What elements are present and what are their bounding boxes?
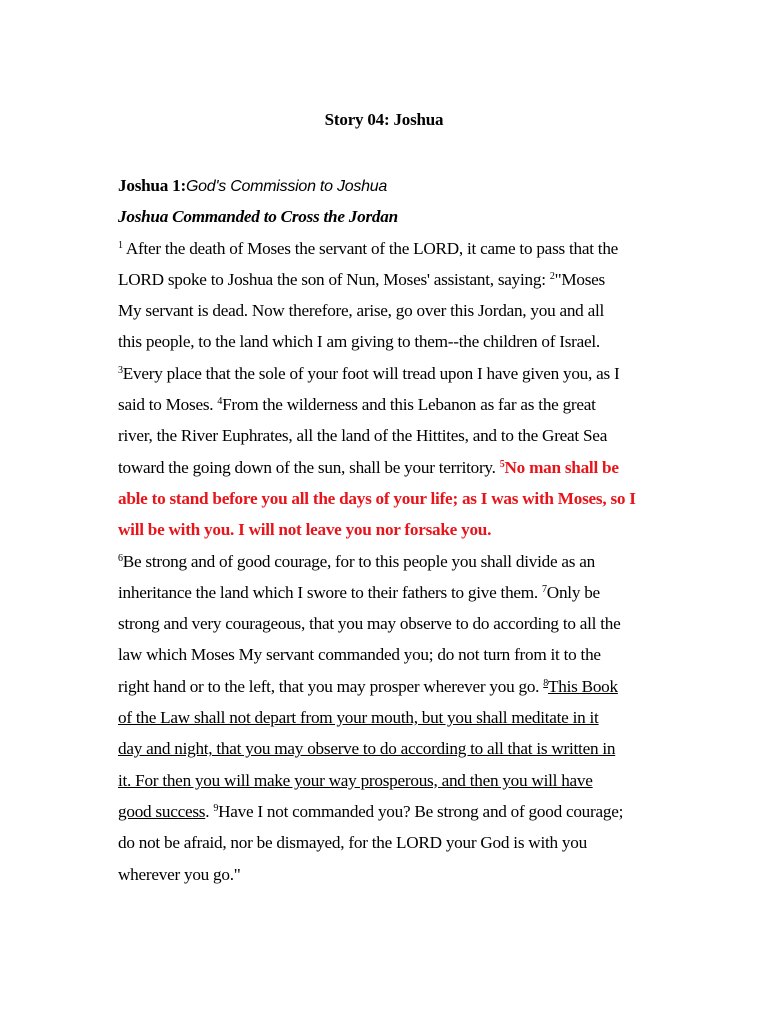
text-line: river, the River Euphrates, all the land of the Hittites, and to the Great Sea <box>118 426 608 446</box>
verse-number: 2 <box>549 270 555 282</box>
underlined-verse-line: day and night, that you may observe to do according to all that is written in <box>118 739 616 759</box>
highlighted-verse-text: No man shall be <box>504 457 619 477</box>
page-title: Story 04: Joshua <box>324 110 444 129</box>
chapter-subtitle: God's Commission to Joshua <box>185 178 388 195</box>
verse-text: inheritance the land which I swore to their fathers to give them. <box>118 582 543 602</box>
text-line: strong and very courageous, that you may observe to do according to all the <box>118 614 621 634</box>
chapter-reference-line <box>118 170 663 201</box>
underlined-verse-text: good success <box>118 801 206 821</box>
highlighted-verse-line: will be with you. I will not leave you nor forsake you. <box>118 520 492 540</box>
verse-text: Every place that the sole of your foot will tread upon I have given you, as I <box>122 363 620 383</box>
text-line <box>118 233 663 264</box>
chapter-reference: Joshua 1: <box>118 176 186 195</box>
text-line <box>118 671 663 702</box>
verse-number: 9 <box>213 802 219 814</box>
underlined-verse-line: of the Law shall not depart from your mouth, but you shall meditate in it <box>118 708 599 728</box>
text-line <box>118 264 663 295</box>
verse-text: toward the going down of the sun, shall be your territory. <box>118 457 500 477</box>
verse-text: Have I not commanded you? Be strong and of good courage; <box>218 801 624 821</box>
text-line: law which Moses My servant commanded you; do not turn from it to the <box>118 645 601 665</box>
verse-number: 5 <box>499 458 505 470</box>
text-line <box>118 452 663 483</box>
text-line <box>118 358 663 389</box>
underlined-verse-text: This Book <box>548 676 618 696</box>
verse-number: 8 <box>543 677 549 689</box>
verse-text: said to Moses. <box>118 395 218 415</box>
highlighted-verse-line: able to stand before you all the days of your life; as I was with Moses, so I <box>118 488 636 508</box>
text-line: wherever you go." <box>118 864 241 884</box>
verse-number: 4 <box>217 396 223 408</box>
section-heading: Joshua Commanded to Cross the Jordan <box>118 207 398 227</box>
text-line <box>118 546 663 577</box>
verse-text: . <box>205 801 214 821</box>
text-line <box>118 577 663 608</box>
verse-number: 1 <box>118 239 123 251</box>
verse-text: "Moses <box>554 269 605 289</box>
verse-number: 6 <box>118 552 123 564</box>
underlined-verse-line: it. For then you will make your way prosperous, and then you will have <box>118 770 593 790</box>
text-line: My servant is dead. Now therefore, arise, go over this Jordan, you and all <box>118 301 605 321</box>
verse-text: Be strong and of good courage, for to this people you shall divide as an <box>122 551 595 571</box>
text-line: do not be afraid, nor be dismayed, for the LORD your God is with you <box>118 833 587 853</box>
verse-text: right hand or to the left, that you may prosper wherever you go. <box>118 676 544 696</box>
verse-number: 7 <box>542 583 547 595</box>
text-line: this people, to the land which I am giving to them--the children of Israel. <box>118 332 600 352</box>
verse-text: LORD spoke to Joshua the son of Nun, Moses' assistant, saying: <box>118 269 550 289</box>
verse-number: 3 <box>118 364 123 376</box>
verse-text: After the death of Moses the servant of the LORD, it came to pass that the <box>122 238 619 258</box>
document-body <box>118 170 663 890</box>
text-line <box>118 796 663 827</box>
text-line <box>118 389 663 420</box>
verse-text: Only be <box>546 582 600 602</box>
verse-text: From the wilderness and this Lebanon as far as the great <box>222 395 596 415</box>
